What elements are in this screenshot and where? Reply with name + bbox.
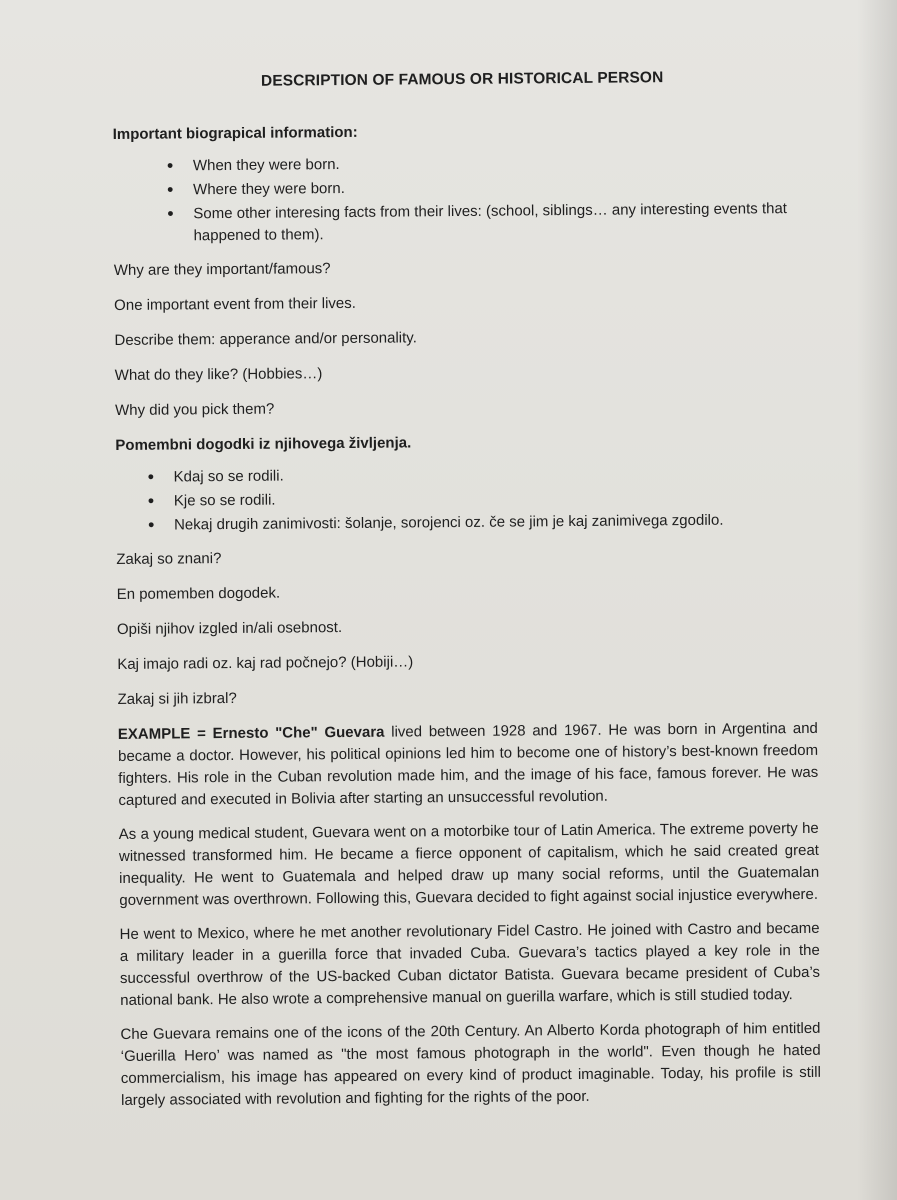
document-title: DESCRIPTION OF FAMOUS OR HISTORICAL PERSON — [260, 69, 664, 90]
question-line: Describe them: apperance and/or personality. — [114, 329, 417, 349]
example-paragraph-2: As a young medical student, Guevara went on a motorbike tour of Latin America. The extreme poverty he witnessed transformed him. He became a fierce opponent of capitalism, which he said created great inequality. He went to Guatemala and helped draw up many social reforms, until the Guatemalan government was overthrown. Following this, Guevara decided to fight against social injustice everywhere. — [118, 819, 820, 909]
slovene-bullet-list — [116, 461, 817, 537]
list-item: • When they were born. — [193, 150, 813, 177]
example-paragraph-1 — [118, 718, 819, 812]
question-line: Why are they important/famous? — [113, 260, 331, 279]
question-line: One important event from their lives. — [114, 294, 356, 314]
example-paragraph-1-text: lived between 1928 and 1967. He was born in Argentina and became a doctor. However, his political opinions led him to become one of history’s best-known freedom fighters. His role in the Cuban revolution made him, and the image of his face, famous forever. He was captured and executed in Bolivia after starting an unsuccessful revolution. — [118, 719, 819, 809]
question-line: Why did you pick them? — [114, 400, 275, 419]
example-paragraph-3: He went to Mexico, where he met another revolutionary Fidel Castro. He joined with Castro and became a military leader in a guerilla force that invaded Cuba. Guevara’s tactics played a key role in the successful overthrow of the US-backed Cuban dictator Batista. Guevara became president of Cuba’s national bank. He also wrote a comprehensive manual on guerilla warfare, which is still studied today. — [119, 919, 821, 1009]
page-edge-shadow — [857, 0, 897, 1200]
question-line: What do they like? (Hobbies…) — [114, 365, 323, 384]
list-item: • Kje so se rodili. — [174, 485, 816, 513]
document-body — [112, 54, 821, 1124]
list-item: • Some other interesing facts from their lives: (school, siblings… any interesting events that happened to them). — [193, 198, 813, 247]
question-line: Opiši njihov izgled in/ali osebnost. — [116, 619, 343, 638]
question-line: Zakaj so znani? — [116, 550, 222, 568]
english-bullet-list — [113, 150, 814, 248]
question-line: En pomemben dogodek. — [116, 584, 281, 603]
example-paragraph-4: Che Guevara remains one of the icons of the 20th Century. An Alberto Korda photograph of him entitled ‘Guerilla Hero’ was named as "the most famous photograph in the world". Even though he hated commercialism, his image has appeared on every kind of product imaginable. Today, his profile is still largely associated with revolution and fighting for the rights of the poor. — [120, 1019, 821, 1109]
list-item: • Where they were born. — [193, 174, 813, 201]
list-item: • Kdaj so se rodili. — [174, 461, 816, 489]
question-line: Zakaj si jih izbral? — [117, 689, 237, 708]
example-lead: EXAMPLE = Ernesto "Che" Guevara — [117, 723, 385, 743]
slovene-heading: Pomembni dogodki iz njihovega življenja. — [115, 434, 412, 454]
question-line: Kaj imajo radi oz. kaj rad počnejo? (Hobiji…) — [117, 653, 414, 673]
english-heading: Important biograpical information: — [112, 123, 358, 143]
list-item: • Nekaj drugih zanimivosti: šolanje, sorojenci oz. če se jim je kaj zanimivega zgodilo. — [174, 509, 816, 537]
